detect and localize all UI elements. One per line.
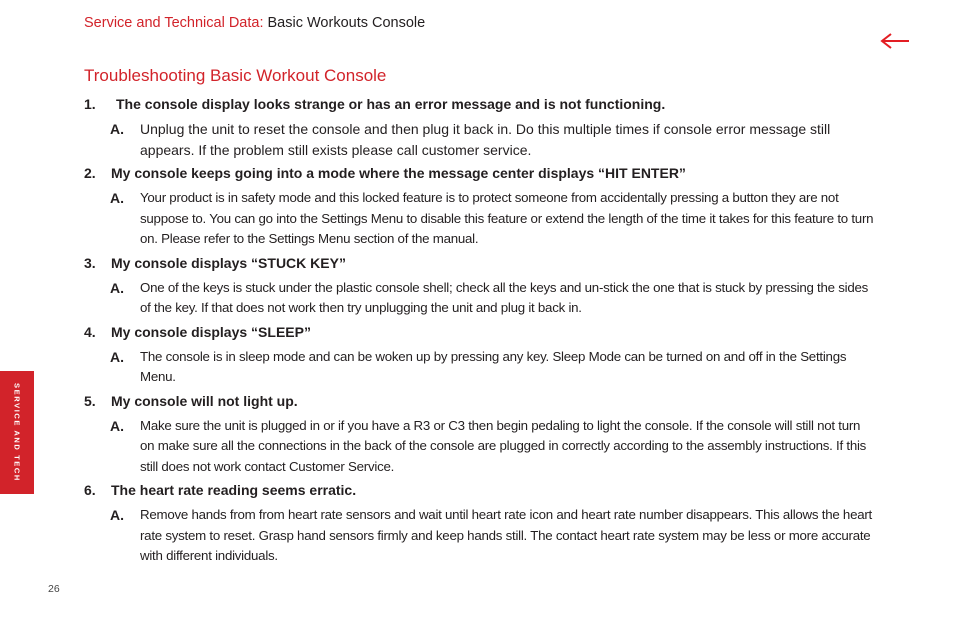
question-text: My console displays “SLEEP” <box>111 323 311 340</box>
question <box>84 254 874 272</box>
question-number: 5. <box>84 392 96 409</box>
question-text: The heart rate reading seems erratic. <box>111 482 357 498</box>
question-text: My console keeps going into a mode where the message center displays “HIT ENTER” <box>111 165 686 181</box>
breadcrumb <box>84 15 425 31</box>
answer <box>84 505 874 567</box>
answer-letter: A. <box>110 507 124 523</box>
page-number: 26 <box>48 583 60 595</box>
answer <box>84 347 874 388</box>
troubleshooting-list <box>84 95 874 571</box>
breadcrumb-section: Service and Technical Data: <box>84 15 264 31</box>
question-text: My console displays “STUCK KEY” <box>111 254 346 271</box>
question <box>84 392 874 410</box>
question <box>84 481 874 499</box>
side-tab-label: SERVICE AND TECH <box>12 383 22 482</box>
answer-text: Unplug the unit to reset the console and then plug it back in. Do this multiple times if console error message still appears. If the problem still exists please call customer service. <box>140 121 831 158</box>
question-number: 3. <box>84 254 96 271</box>
answer <box>84 119 874 160</box>
answer <box>84 278 874 319</box>
list-item <box>84 254 874 319</box>
list-item <box>84 164 874 250</box>
question <box>84 164 874 182</box>
list-item <box>84 481 874 567</box>
answer-text: Your product is in safety mode and this locked feature is to protect someone from accidentally pressing a button they are not suppose to. You can go into the Settings Menu to disable this feature or extend the length of the time it takes for this feature to turn on. Please refer to the Settings Menu section of the manual. <box>140 190 874 246</box>
answer <box>84 416 874 478</box>
breadcrumb-subsection: Basic Workouts Console <box>267 15 426 31</box>
question-text: The console display looks strange or has an error message and is not functioning. <box>116 96 666 112</box>
list-item <box>84 323 874 388</box>
question-number: 2. <box>84 165 96 181</box>
list-item <box>84 392 874 478</box>
question <box>84 95 874 113</box>
answer-letter: A. <box>110 121 124 137</box>
answer-letter: A. <box>110 190 124 206</box>
answer-text: The console is in sleep mode and can be woken up by pressing any key. Sleep Mode can be turned on and off in the Settings Menu. <box>140 348 847 384</box>
answer-letter: A. <box>110 279 124 296</box>
answer-letter: A. <box>110 417 124 434</box>
answer-text: Remove hands from from heart rate sensors and wait until heart rate icon and heart rate number disappears. This allows the heart rate system to reset. Grasp hand sensors firmly and keep hands still. The contact heart rate system may be less or more accurate with different individuals. <box>140 507 872 563</box>
back-button[interactable] <box>880 31 910 51</box>
answer-letter: A. <box>110 348 124 365</box>
section-side-tab <box>0 371 34 494</box>
question-number: 6. <box>84 482 96 498</box>
answer <box>84 188 874 250</box>
question <box>84 323 874 341</box>
answer-text: Make sure the unit is plugged in or if you have a R3 or C3 then begin pedaling to light the console. If the console will still not turn on make sure all the connections in the back of the console are plugged in correctly according to the assembly instructions. If this still does not work contact Customer Service. <box>140 417 867 474</box>
list-item <box>84 95 874 160</box>
answer-text: One of the keys is stuck under the plastic console shell; check all the keys and un-stick the one that is stuck by pressing the sides of the key. If that does not work then try unplugging the unit and plug it back in. <box>140 279 869 315</box>
left-arrow-icon <box>880 31 910 51</box>
question-number: 1. <box>84 96 96 112</box>
question-text: My console will not light up. <box>111 392 298 409</box>
question-number: 4. <box>84 323 96 340</box>
page-title: Troubleshooting Basic Workout Console <box>84 66 387 85</box>
